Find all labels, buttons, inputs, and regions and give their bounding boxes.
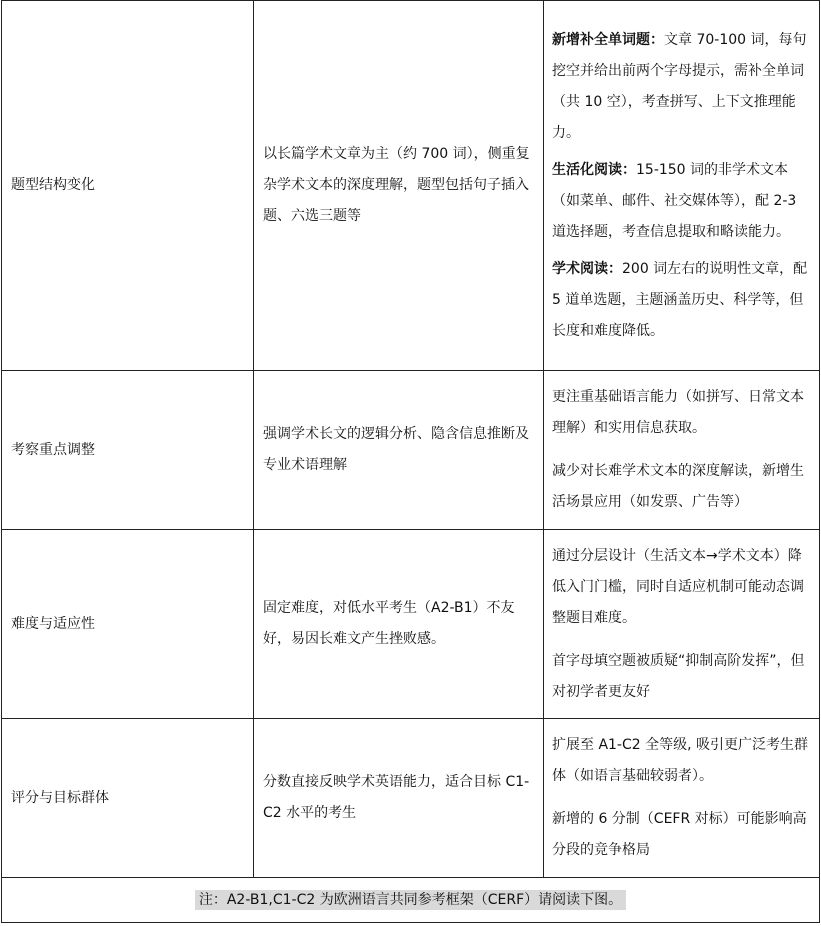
point-text: 15-150 词的非学术文本（如菜单、邮件、社交媒体等），配 2-3 道选择题，考查信息提取和略读能力。	[552, 161, 797, 240]
old-format-cell: 强调学术长文的逻辑分析、隐含信息推断及专业术语理解	[254, 371, 544, 530]
new-point	[552, 254, 811, 347]
new-point: 新增的 6 分制（CEFR 对标）可能影响高分段的竞争格局	[552, 811, 807, 858]
new-point: 首字母填空题被质疑“抑制高阶发挥”，但对初学者更友好	[552, 652, 805, 700]
new-point	[552, 25, 811, 149]
point-text: 文章 70-100 词，每句挖空并给出前两个字母提示，需补全单词（共 10 空），考查拼写、上下文推理能力。	[552, 31, 807, 141]
old-format-cell: 分数直接反映学术英语能力，适合目标 C1-C2 水平的考生	[254, 719, 544, 878]
table-row	[2, 530, 820, 719]
aspect-cell: 题型结构变化	[2, 1, 254, 371]
point-label: 新增补全单词题：	[552, 31, 664, 48]
note-cell	[2, 878, 820, 923]
new-point	[552, 155, 811, 248]
point-text: 200 词左右的说明性文章，配 5 道单选题，主题涵盖历史、科学等，但长度和难度降低。	[552, 260, 808, 339]
table-row	[2, 1, 820, 371]
point-label: 学术阅读：	[552, 260, 622, 277]
old-format-cell: 固定难度，对低水平考生（A2-B1）不友好，易因长难文产生挫败感。	[254, 530, 544, 719]
new-point: 通过分层设计（生活文本→学术文本）降低入门门槛，同时自适应机制可能动态调整题目难度。	[552, 547, 804, 626]
aspect-cell: 难度与适应性	[2, 530, 254, 719]
new-format-cell	[544, 530, 820, 719]
new-point: 扩展至 A1-C2 全等级, 吸引更广泛考生群体（如语言基础较弱者）。	[552, 737, 809, 784]
new-point: 更注重基础语言能力（如拼写、日常文本理解）和实用信息获取。	[552, 389, 804, 436]
new-format-cell	[544, 371, 820, 530]
new-format-cell	[544, 719, 820, 878]
new-point: 减少对长难学术文本的深度解读，新增生活场景应用（如发票、广告等）	[552, 463, 804, 510]
comparison-table	[1, 0, 820, 923]
old-format-cell: 以长篇学术文章为主（约 700 词），侧重复杂学术文本的深度理解，题型包括句子插入题、六选三题等	[254, 1, 544, 371]
footnote: 注：A2-B1,C1-C2 为欧洲语言共同参考框架（CERF）请阅读下图。	[195, 890, 626, 910]
table-row	[2, 719, 820, 878]
note-row	[2, 878, 820, 923]
new-format-cell	[544, 1, 820, 371]
aspect-cell: 评分与目标群体	[2, 719, 254, 878]
point-label: 生活化阅读：	[552, 161, 636, 178]
aspect-cell: 考察重点调整	[2, 371, 254, 530]
table-row	[2, 371, 820, 530]
